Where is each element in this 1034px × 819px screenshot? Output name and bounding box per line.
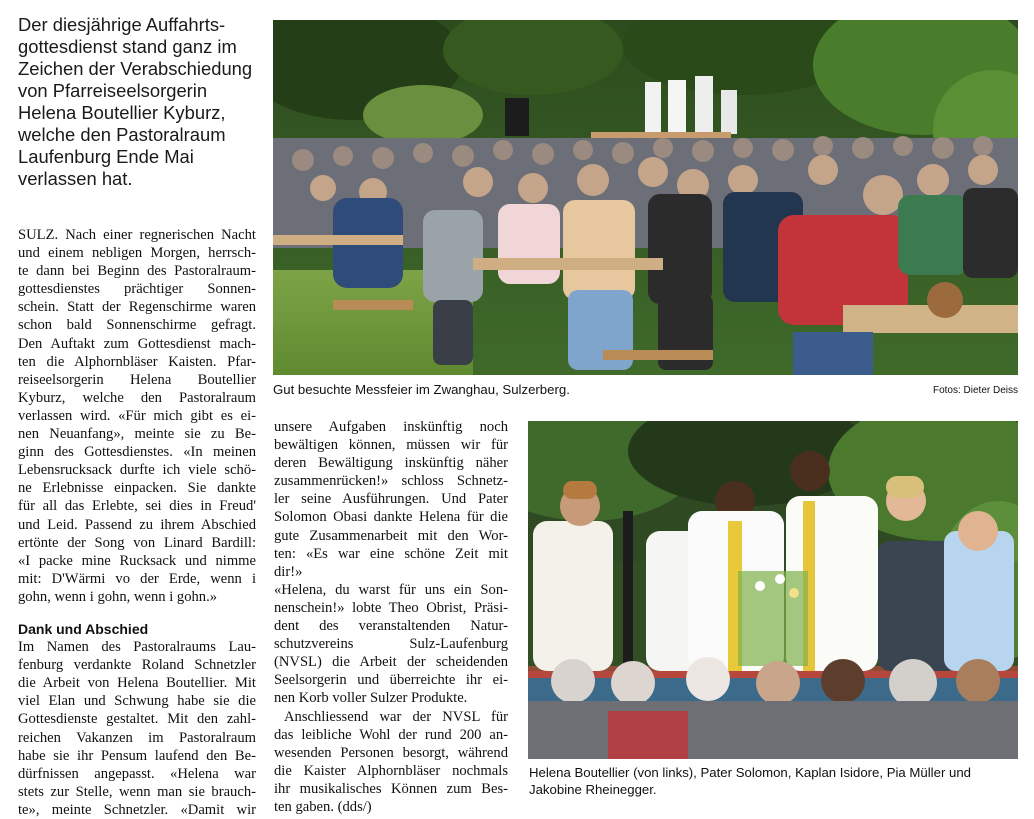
article-lead [18,14,258,190]
body-line: zusammenrücken!» schloss Schnetz- [274,473,508,490]
body-line: die Kaister Alphornbläser nochmals [274,762,508,779]
body-line: viel Elan und Schwung habe sie die [18,693,256,710]
body-line: die Arbeit von Helena Boutellier. Mit [18,675,256,692]
body-line: Im Namen des Pastoralraums Lau- [18,639,256,656]
body-column-2 [274,418,508,816]
body-line: dent des veranstaltenden Natur- [274,618,508,635]
body-line: verlassen wird. «Für mich gibt es ei- [18,407,256,424]
body-line: wesenden Personen besorgt, während [274,744,508,761]
body-line: Seelsorgerin und überreichte ihr ei- [274,672,508,689]
body-line: Lebensrucksack durfte ich viele schö- [18,462,256,479]
lead-line: von Pfarreiseelsorgerin [18,80,208,101]
body-line: dir!» [274,563,303,580]
lead-line: Laufenburg Ende Mai [18,146,194,167]
body-line: ten: «Es war eine schöne Zeit mit [274,545,508,562]
photo-credit: Fotos: Dieter Deiss [932,385,1018,396]
crowd-photo [273,20,1018,375]
caption-line: Helena Boutellier (von links), Pater Solomon, Kaplan Isidore, Pia Müller und [529,765,972,780]
body-line: schon bald Sonnenschirme gefragt. [18,317,256,334]
body-column-1 [18,226,256,819]
body-line: nen Neuanfang», meinte sie zu Be- [18,426,256,443]
body-line: habe sie ihr Pensum laufend den Be- [18,747,256,764]
body-line: (NVSL) die Arbeit der scheidenden [274,654,508,671]
body-line: reiseelsorgerin Helena Boutellier [18,371,256,388]
body-line: gottesdienstes prächtiger Sonnen- [18,281,256,298]
subheading: Dank und Abschied [18,620,149,637]
body-line: unsere Aufgaben inskünftig noch [274,419,508,435]
body-line: ihr musikalisches Können zum Bes- [274,780,508,797]
body-line: deren Bewältigung inskünftig näher [274,455,508,472]
photo-caption [529,764,1021,798]
body-line: fenburg verdankte Roland Schnetzler [18,657,256,674]
body-line: «Helena, du warst für uns ein Son- [274,581,508,598]
body-line: das leibliche Wohl der rund 200 an- [274,726,508,743]
body-line: schutzvereins Sulz-Laufenburg [274,636,508,653]
body-line: Solomon Obasi dankte Helena für die [274,509,508,526]
lead-line: Helena Boutellier Kyburz, [18,102,226,123]
body-line: bewältigen können, müssen wir für [274,437,508,454]
body-line: ginn des Gottesdienstes. «In meinen [18,444,256,461]
photo-caption: Gut besuchte Messfeier im Zwanghau, Sulzerberg. [273,382,570,397]
altar-photo [528,421,1018,759]
body-line: gute Zusammenarbeit mit den Wor- [274,527,508,544]
body-line: ler seine Ausführungen. Und Pater [274,491,508,508]
lead-line: Zeichen der Verabschiedung [18,58,253,79]
lead-line: welche den Pastoralraum [18,124,226,145]
body-line: und Leid. Passend zu ihrem Abschied [18,516,256,533]
lead-line: Der diesjährige Auffahrts- [18,14,226,35]
body-line: te dann bei Beginn des Pastoralraum- [18,263,256,280]
body-line: ne Erlebnisse einpacken. Sie dankte [18,480,256,497]
body-line: Gottesdienste gestaltet. Mit den zahl- [18,711,256,728]
body-line: te», meinte Schnetzler. «Damit wir [18,801,256,818]
body-line: SULZ. Nach einer regnerischen Nacht [18,227,256,243]
body-line: stets zur Stelle, wenn man sie brauch- [18,783,256,800]
body-line: schein. Statt der Regenschirme waren [18,299,256,316]
body-line: dürfnissen angepasst. «Helena war [18,765,256,782]
body-line: ten gaben. (dds/) [274,798,372,815]
body-line: «I packe mine Rucksack und nimme [18,552,256,569]
body-line: Kyburz, welche den Pastoralraum [18,389,256,406]
body-line: gohn, wenn i gohn, wenn i gohn.» [18,588,218,605]
body-line: für all das Erlebte, sei dies in Freud' [18,498,256,515]
caption-line: Jakobine Rheinegger. [529,782,657,797]
body-line: ertönte der Song von Linard Bardill: [18,534,256,551]
lead-line: verlassen hat. [18,168,133,189]
lead-line: gottesdienst stand ganz im [18,36,237,57]
body-line: Den Auftakt zum Gottesdienst mach- [18,335,256,352]
body-line: und einem nebligen Morgen, herrsch- [18,245,256,262]
body-line: ten die Alphornbläser Kaisten. Pfar- [18,353,256,370]
body-line: reichen Vakanzen im Pastoralraum [18,729,256,746]
body-line: Anschliessend war der NVSL für [284,708,508,725]
body-line: nenschein!» lobte Theo Obrist, Präsi- [274,599,508,616]
body-line: mit: D'Wärmi vo der Erde, wenn i [18,570,256,587]
body-line: nen Korb voller Sulzer Produkte. [274,690,468,707]
